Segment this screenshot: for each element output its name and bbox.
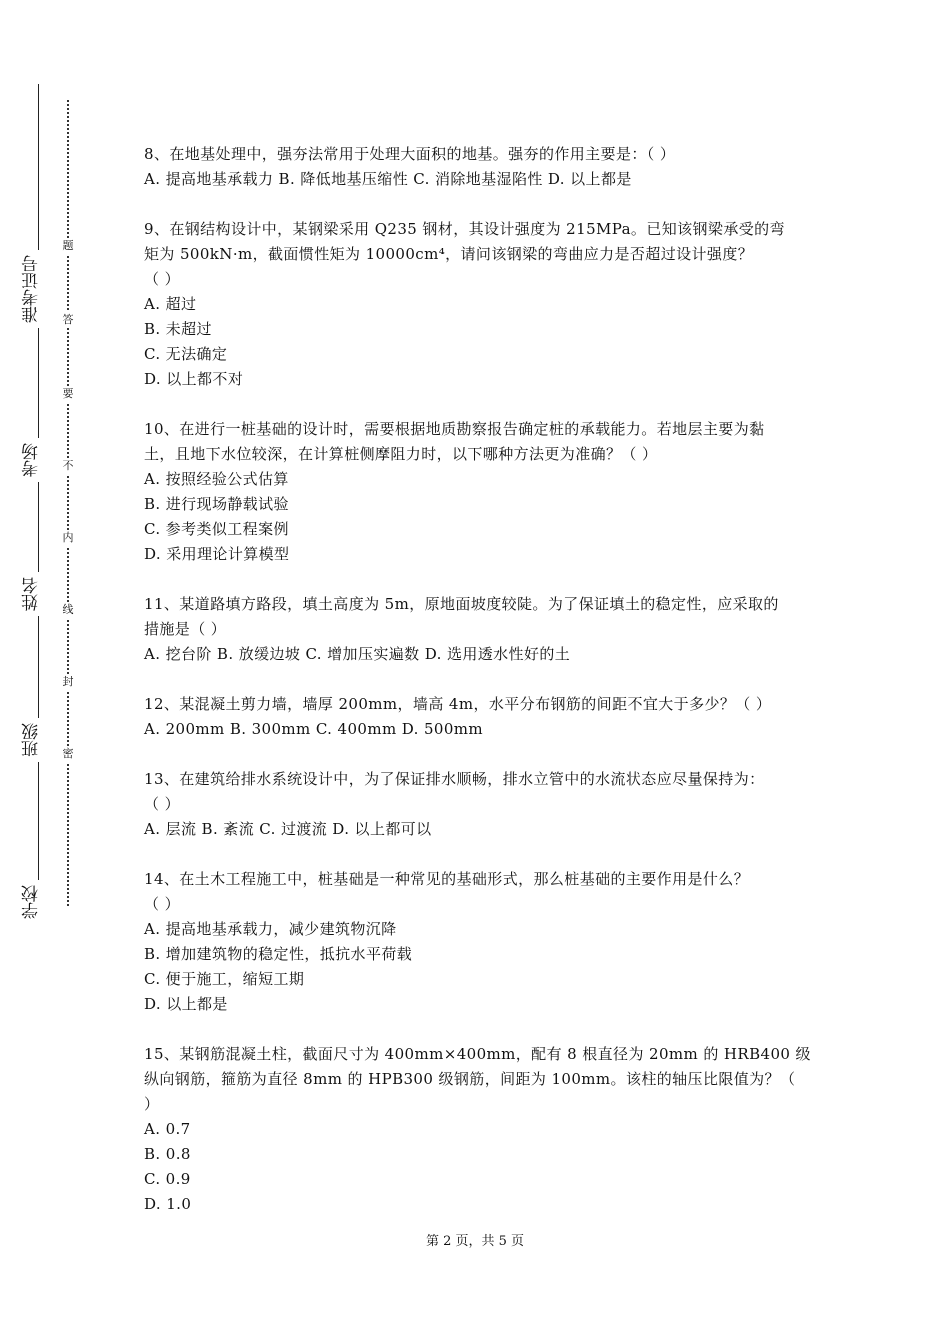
question-stem: 纵向钢筋，箍筋为直径 8mm 的 HPB300 级钢筋，间距为 100mm。该柱的轴压比限值为？（ — [144, 1070, 796, 1088]
margin-label-exam-room: 考场 — [22, 438, 54, 482]
question-14 — [144, 867, 816, 1017]
seal-char: 答 — [59, 312, 77, 328]
option-b: B. 增加建筑物的稳定性，抵抗水平荷载 — [144, 945, 413, 963]
option-a: A. 超过 — [144, 295, 197, 313]
question-stem: 12、某混凝土剪力墙，墙厚 200mm，墙高 4m，水平分布钢筋的间距不宜大于多少？（ ） — [144, 695, 772, 713]
seal-char: 不 — [59, 458, 77, 474]
question-list — [144, 142, 816, 1242]
question-stem: ） — [144, 1095, 160, 1113]
question-13 — [144, 767, 816, 842]
question-options: A. 层流 B. 紊流 C. 过渡流 D. 以上都可以 — [144, 820, 432, 838]
seal-char: 线 — [59, 602, 77, 618]
question-options: A. 200mm B. 300mm C. 400mm D. 500mm — [144, 720, 484, 738]
margin-label-class: 班级 — [22, 718, 54, 762]
option-d: D. 以上都不对 — [144, 370, 244, 388]
option-a: A. 0.7 — [144, 1120, 191, 1138]
option-c: C. 无法确定 — [144, 345, 228, 363]
option-a: A. 提高地基承载力，减少建筑物沉降 — [144, 920, 397, 938]
question-15 — [144, 1042, 816, 1217]
seal-char: 要 — [59, 386, 77, 402]
question-stem: （ ） — [144, 270, 180, 288]
question-12 — [144, 692, 816, 742]
page-number: 第 2 页，共 5 页 — [425, 1234, 525, 1249]
question-10 — [144, 417, 816, 567]
seal-char: 封 — [59, 674, 77, 690]
option-d: D. 以上都是 — [144, 995, 228, 1013]
margin-label-school: 学校 — [22, 880, 54, 924]
option-b: B. 0.8 — [144, 1145, 191, 1163]
question-9 — [144, 217, 816, 392]
question-stem: （ ） — [144, 795, 180, 813]
question-stem: 8、在地基处理中，强夯法常用于处理大面积的地基。强夯的作用主要是：（ ） — [144, 145, 676, 163]
question-options: A. 提高地基承载力 B. 降低地基压缩性 C. 消除地基湿陷性 D. 以上都是 — [144, 170, 632, 188]
option-a: A. 按照经验公式估算 — [144, 470, 289, 488]
question-stem: 措施是（ ） — [144, 620, 227, 638]
margin-label-exam-number: 准考证号 — [22, 250, 54, 328]
option-c: C. 参考类似工程案例 — [144, 520, 289, 538]
option-d: D. 采用理论计算模型 — [144, 545, 290, 563]
binding-solid-line — [38, 84, 39, 904]
question-stem: （ ） — [144, 895, 180, 913]
question-stem: 9、在钢结构设计中，某钢梁采用 Q235 钢材，其设计强度为 215MPa。已知该钢梁承受的弯 — [144, 220, 785, 238]
question-11 — [144, 592, 816, 667]
question-stem: 11、某道路填方路段，填土高度为 5m，原地面坡度较陡。为了保证填土的稳定性，应采取的 — [144, 595, 779, 613]
option-d: D. 1.0 — [144, 1195, 192, 1213]
option-b: B. 进行现场静载试验 — [144, 495, 289, 513]
question-stem: 14、在土木工程施工中，桩基础是一种常见的基础形式，那么桩基础的主要作用是什么？ — [144, 870, 750, 888]
question-stem: 15、某钢筋混凝土柱，截面尺寸为 400mm×400mm，配有 8 根直径为 20mm 的 HRB400 级 — [144, 1045, 811, 1063]
question-options: A. 挖台阶 B. 放缓边坡 C. 增加压实遍数 D. 选用透水性好的土 — [144, 645, 571, 663]
option-c: C. 0.9 — [144, 1170, 191, 1188]
option-c: C. 便于施工，缩短工期 — [144, 970, 305, 988]
option-b: B. 未超过 — [144, 320, 212, 338]
seal-dotted-line — [67, 100, 69, 906]
margin-label-name: 姓名 — [22, 572, 54, 616]
question-stem: 土，且地下水位较深，在计算桩侧摩阻力时，以下哪种方法更为准确？（ ） — [144, 445, 658, 463]
question-8 — [144, 142, 816, 192]
seal-char: 题 — [59, 238, 77, 254]
question-stem: 矩为 500kN·m，截面惯性矩为 10000cm⁴，请问该钢梁的弯曲应力是否超过设计强度？ — [144, 245, 754, 263]
question-stem: 13、在建筑给排水系统设计中，为了保证排水顺畅，排水立管中的水流状态应尽量保持为： — [144, 770, 765, 788]
seal-char: 内 — [59, 530, 77, 546]
seal-char: 密 — [59, 746, 77, 762]
question-stem: 10、在进行一桩基础的设计时，需要根据地质勘察报告确定桩的承载能力。若地层主要为黏 — [144, 420, 765, 438]
binding-margin — [0, 0, 110, 1344]
